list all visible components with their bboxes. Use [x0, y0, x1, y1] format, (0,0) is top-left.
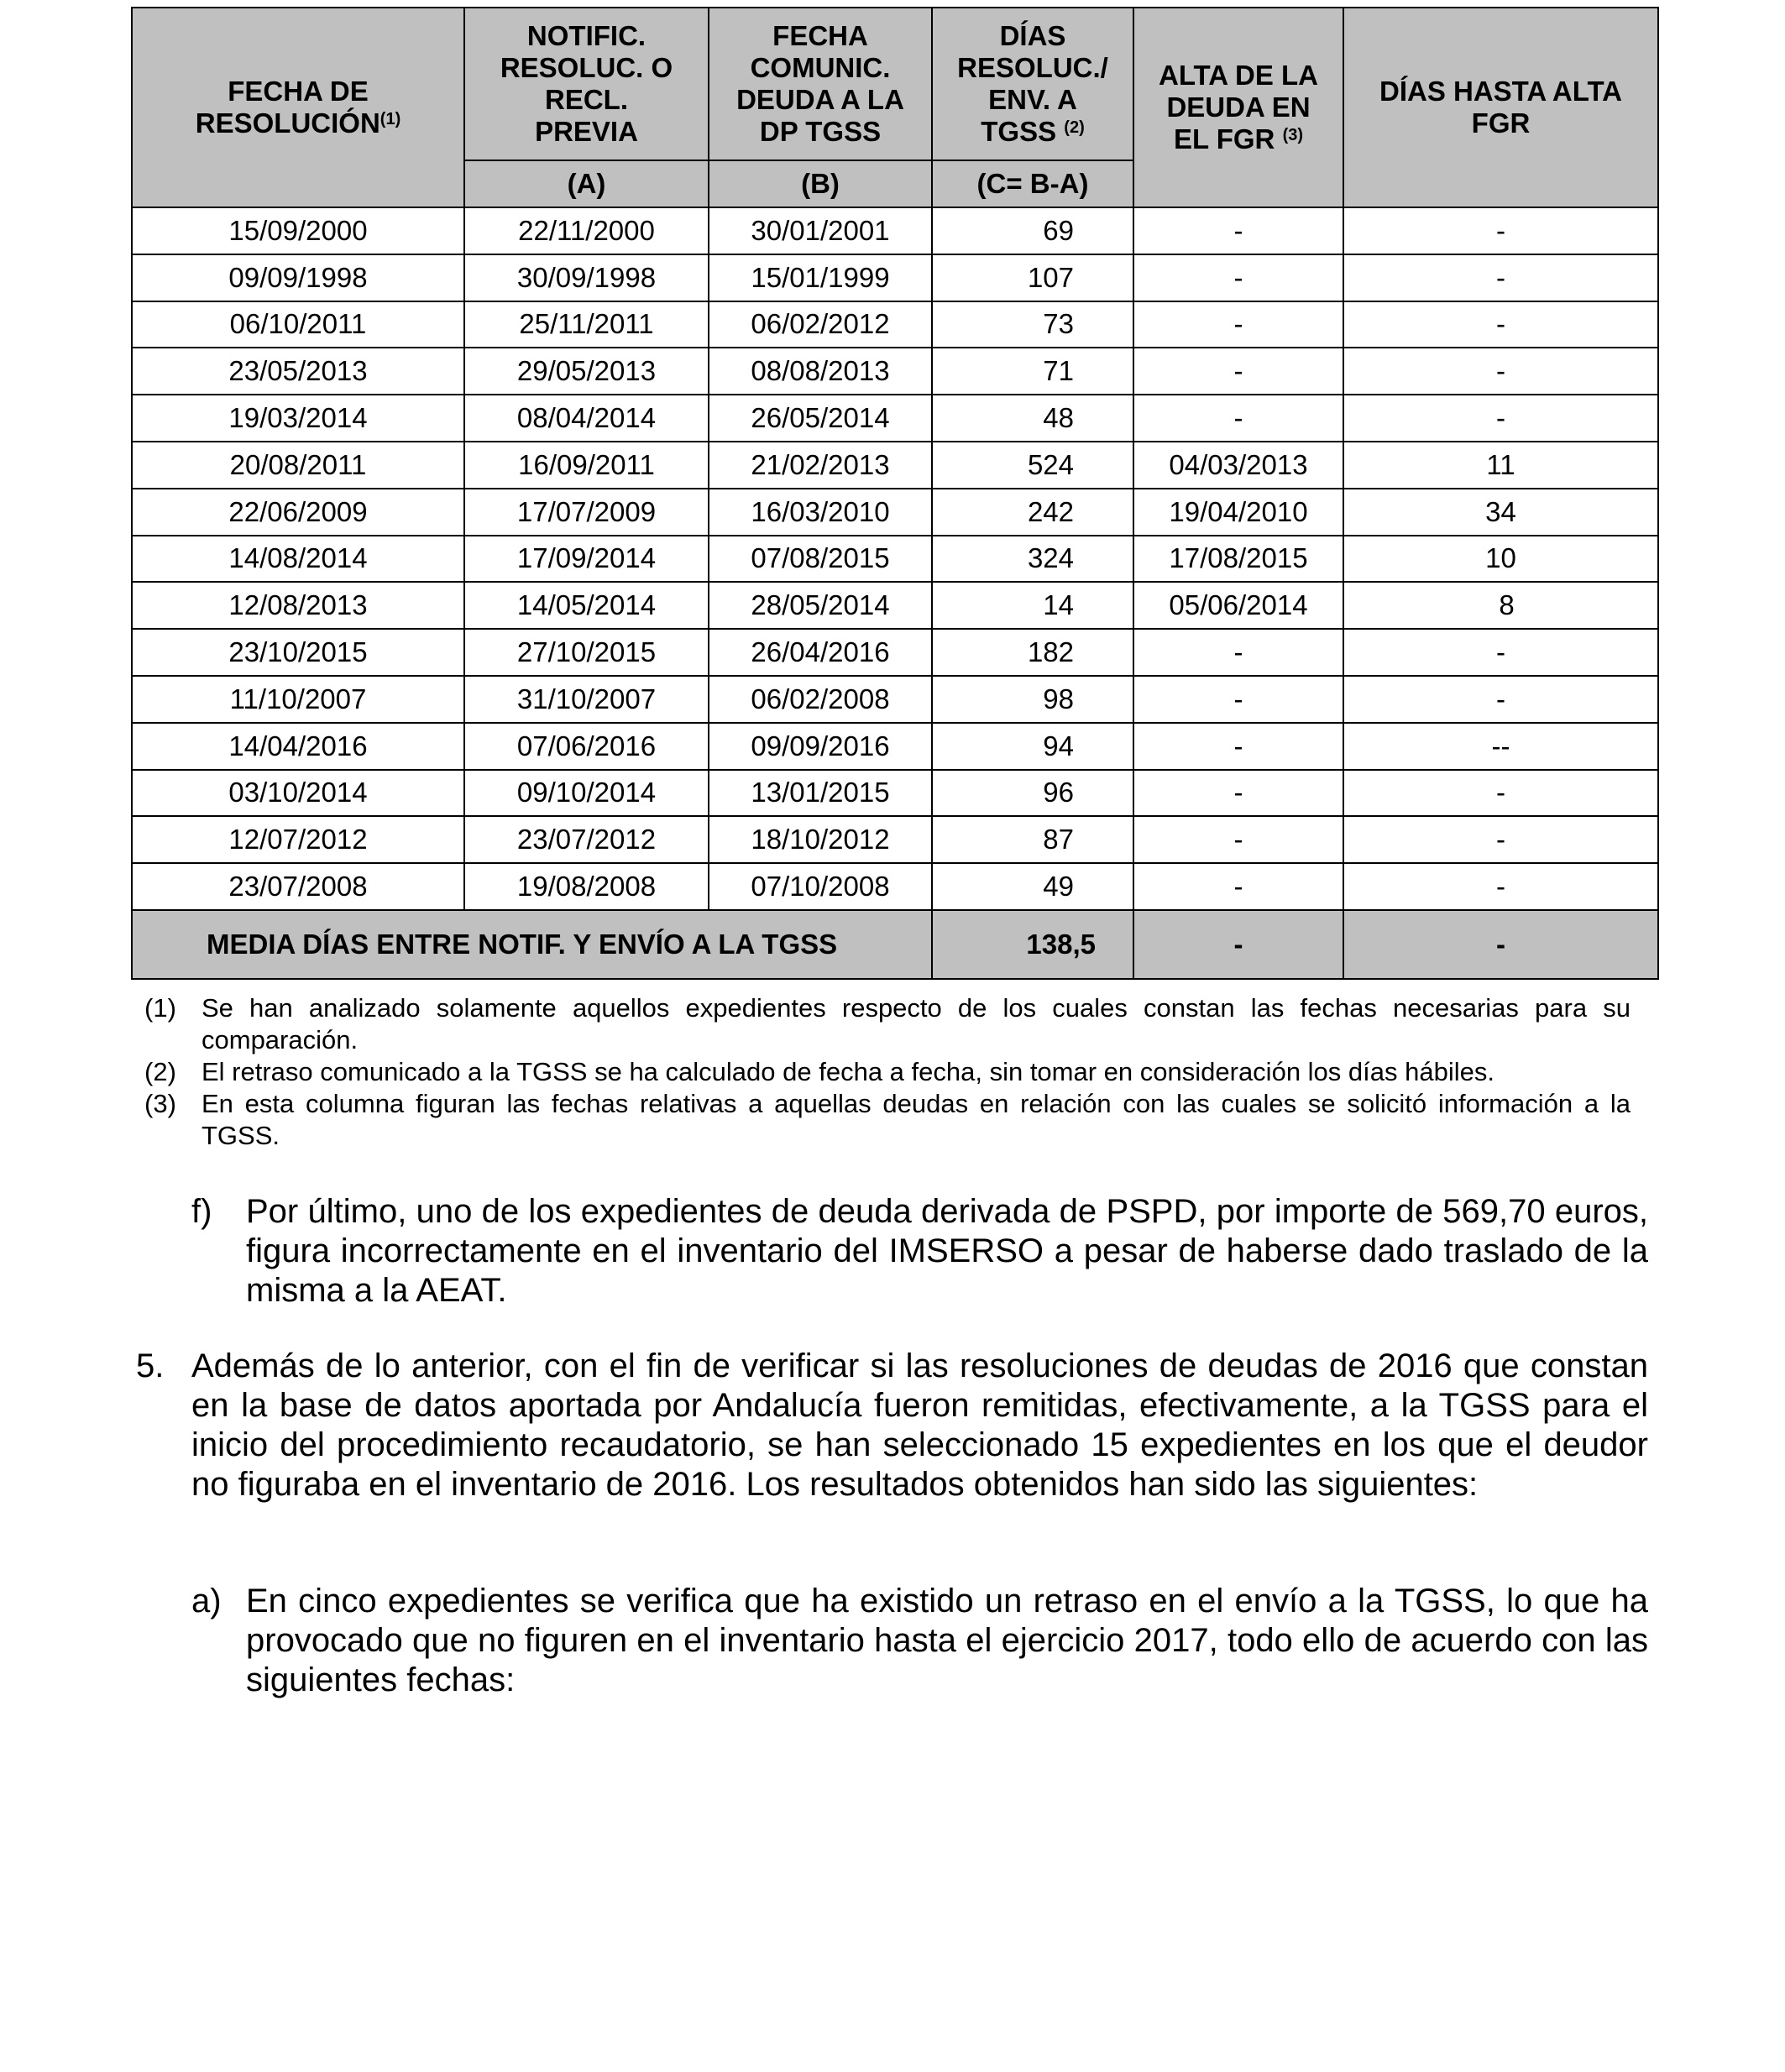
table-cell: - — [1343, 629, 1658, 676]
table-cell: 06/02/2012 — [709, 301, 932, 348]
table-cell: - — [1343, 207, 1658, 254]
table-cell: 23/07/2012 — [464, 816, 709, 863]
header-notificacion-label: NOTIFIC. RESOLUC. O RECL. PREVIA — [500, 20, 673, 147]
table-cell: 28/05/2014 — [709, 582, 932, 629]
table-cell: - — [1133, 254, 1343, 301]
paragraph-a — [191, 1582, 1648, 1700]
table-row — [132, 395, 1658, 442]
paragraph-f — [191, 1192, 1648, 1311]
table-row — [132, 301, 1658, 348]
header-notificacion — [464, 8, 709, 160]
table-cell: - — [1343, 863, 1658, 910]
table-cell: - — [1343, 395, 1658, 442]
table-cell: 71 — [932, 348, 1133, 395]
table-cell: 19/04/2010 — [1133, 489, 1343, 536]
table-cell: 14 — [932, 582, 1133, 629]
table-row — [132, 629, 1658, 676]
table-cell: - — [1133, 348, 1343, 395]
table-row — [132, 863, 1658, 910]
header-fecha-resolucion-label: FECHA DE RESOLUCIÓN — [195, 76, 380, 139]
table-cell: 107 — [932, 254, 1133, 301]
table-cell: 73 — [932, 301, 1133, 348]
footnote-2 — [144, 1056, 1631, 1088]
footnote-2-number: (2) — [144, 1057, 176, 1086]
table-cell: 04/03/2013 — [1133, 442, 1343, 489]
table-row — [132, 723, 1658, 770]
footnote-ref-3: (3) — [1282, 126, 1304, 144]
table-cell: 07/10/2008 — [709, 863, 932, 910]
table-cell: 13/01/2015 — [709, 770, 932, 817]
table-cell: 182 — [932, 629, 1133, 676]
paragraph-f-marker: f) — [191, 1193, 212, 1230]
table-row — [132, 582, 1658, 629]
table-cell: 07/06/2016 — [464, 723, 709, 770]
table-cell: 12/07/2012 — [132, 816, 464, 863]
table-cell: - — [1133, 676, 1343, 723]
table-cell: 17/07/2009 — [464, 489, 709, 536]
table-cell: 20/08/2011 — [132, 442, 464, 489]
table-cell: 15/01/1999 — [709, 254, 932, 301]
header-fecha-comunic-label: FECHA COMUNIC. DEUDA A LA DP TGSS — [736, 20, 904, 147]
table-cell: - — [1343, 676, 1658, 723]
header-dias-alta-fgr — [1343, 8, 1658, 207]
table-cell: 30/09/1998 — [464, 254, 709, 301]
table-cell: 15/09/2000 — [132, 207, 464, 254]
table-cell: 30/01/2001 — [709, 207, 932, 254]
footnote-3 — [144, 1088, 1631, 1152]
table-cell: - — [1133, 816, 1343, 863]
table-cell: - — [1133, 723, 1343, 770]
table-row — [132, 348, 1658, 395]
paragraph-a-text: En cinco expedientes se verifica que ha existido un retraso en el envío a la TGSS, lo que ha provocado que no figuren en el inventario hasta el ejercicio 2017, todo ello de acuerdo con las siguientes fechas: — [246, 1583, 1648, 1698]
table-row — [132, 207, 1658, 254]
table-cell: - — [1133, 629, 1343, 676]
table-cell: 27/10/2015 — [464, 629, 709, 676]
table-cell: 17/09/2014 — [464, 536, 709, 583]
footnote-1 — [144, 992, 1631, 1056]
table-cell: 19/08/2008 — [464, 863, 709, 910]
table-cell: 21/02/2013 — [709, 442, 932, 489]
table-cell: 06/10/2011 — [132, 301, 464, 348]
table-cell: - — [1133, 395, 1343, 442]
paragraph-a-marker: a) — [191, 1583, 222, 1619]
table-cell: 16/03/2010 — [709, 489, 932, 536]
table-cell: - — [1343, 770, 1658, 817]
table-cell: -- — [1343, 723, 1658, 770]
table-cell: 22/11/2000 — [464, 207, 709, 254]
resolutions-table — [131, 7, 1659, 980]
table-row — [132, 536, 1658, 583]
table-cell: 242 — [932, 489, 1133, 536]
table-cell: 23/10/2015 — [132, 629, 464, 676]
table-cell: 22/06/2009 — [132, 489, 464, 536]
table-cell: 03/10/2014 — [132, 770, 464, 817]
table-cell: 12/08/2013 — [132, 582, 464, 629]
table-cell: 14/04/2016 — [132, 723, 464, 770]
footnote-3-text: En esta columna figuran las fechas relativas a aquellas deudas en relación con las cuales se solicitó información a la TGSS. — [202, 1089, 1631, 1150]
footnote-1-text: Se han analizado solamente aquellos expedientes respecto de los cuales constan las fechas necesarias para su comparación. — [202, 993, 1631, 1054]
table-row — [132, 676, 1658, 723]
media-col5: - — [1133, 910, 1343, 979]
table-cell: 69 — [932, 207, 1133, 254]
table-cell: 06/02/2008 — [709, 676, 932, 723]
table-row — [132, 254, 1658, 301]
paragraph-5-text: Además de lo anterior, con el fin de verificar si las resoluciones de deudas de 2016 que constan en la base de datos aportada por Andalucía fueron remitidas, efectivamente, a la TGSS para el inicio del procedimiento recaudatorio, se han seleccionado 15 expedientes en los que el deudor no figuraba en el inventario de 2016. Los resultados obtenidos han sido las siguientes: — [191, 1347, 1648, 1503]
table-cell: 09/09/1998 — [132, 254, 464, 301]
table-cell: 08/08/2013 — [709, 348, 932, 395]
header-dias-resoluc — [932, 8, 1133, 160]
header-alta-deuda-label: ALTA DE LA DEUDA EN EL FGR — [1158, 60, 1319, 154]
table-cell: - — [1133, 770, 1343, 817]
table-cell: 48 — [932, 395, 1133, 442]
header-alta-deuda — [1133, 8, 1343, 207]
table-cell: 10 — [1343, 536, 1658, 583]
table-cell: - — [1133, 301, 1343, 348]
media-col6: - — [1343, 910, 1658, 979]
table-cell: - — [1343, 816, 1658, 863]
paragraph-5-marker: 5. — [136, 1347, 165, 1384]
table-cell: - — [1133, 207, 1343, 254]
table-row — [132, 770, 1658, 817]
table-cell: 17/08/2015 — [1133, 536, 1343, 583]
header-fecha-resolucion — [132, 8, 464, 207]
footnote-ref-1: (1) — [380, 110, 401, 128]
table-cell: 34 — [1343, 489, 1658, 536]
paragraph-5 — [136, 1347, 1648, 1504]
table-cell: 14/08/2014 — [132, 536, 464, 583]
media-value: 138,5 — [932, 910, 1133, 979]
table-cell: 09/09/2016 — [709, 723, 932, 770]
table-cell: 18/10/2012 — [709, 816, 932, 863]
table-cell: - — [1343, 348, 1658, 395]
media-label: MEDIA DÍAS ENTRE NOTIF. Y ENVÍO A LA TGSS — [132, 910, 932, 979]
table-cell: 16/09/2011 — [464, 442, 709, 489]
table-cell: 29/05/2013 — [464, 348, 709, 395]
paragraph-f-text: Por último, uno de los expedientes de deuda derivada de PSPD, por importe de 569,70 euros, figura incorrectamente en el inventario del IMSERSO a pesar de haberse dado traslado de la misma a la AEAT. — [246, 1193, 1648, 1309]
table-cell: 05/06/2014 — [1133, 582, 1343, 629]
table-cell: 11 — [1343, 442, 1658, 489]
table-cell: 98 — [932, 676, 1133, 723]
table-row — [132, 816, 1658, 863]
table-cell: 25/11/2011 — [464, 301, 709, 348]
table-cell: 26/05/2014 — [709, 395, 932, 442]
table-row — [132, 442, 1658, 489]
table-cell: 11/10/2007 — [132, 676, 464, 723]
footnote-1-number: (1) — [144, 993, 176, 1023]
table-cell: 26/04/2016 — [709, 629, 932, 676]
table-cell: - — [1343, 254, 1658, 301]
table-cell: 23/07/2008 — [132, 863, 464, 910]
table-cell: 31/10/2007 — [464, 676, 709, 723]
table-cell: 23/05/2013 — [132, 348, 464, 395]
table-cell: 19/03/2014 — [132, 395, 464, 442]
table-cell: - — [1133, 863, 1343, 910]
table-cell: 324 — [932, 536, 1133, 583]
table-cell: 14/05/2014 — [464, 582, 709, 629]
table-cell: 49 — [932, 863, 1133, 910]
header-fecha-comunic — [709, 8, 932, 160]
table-cell: 96 — [932, 770, 1133, 817]
header-dias-resoluc-label: DÍAS RESOLUC./ ENV. A TGSS — [957, 20, 1108, 147]
table-cell: 09/10/2014 — [464, 770, 709, 817]
table-cell: 94 — [932, 723, 1133, 770]
footnote-2-text: El retraso comunicado a la TGSS se ha calculado de fecha a fecha, sin tomar en consideración los días hábiles. — [202, 1057, 1494, 1086]
footnote-3-number: (3) — [144, 1089, 176, 1118]
header-dias-alta-fgr-label: DÍAS HASTA ALTA FGR — [1379, 76, 1623, 139]
table-cell: 08/04/2014 — [464, 395, 709, 442]
table-cell: - — [1343, 301, 1658, 348]
table-cell: 07/08/2015 — [709, 536, 932, 583]
table-cell: 87 — [932, 816, 1133, 863]
table-cell: 8 — [1343, 582, 1658, 629]
footnotes — [144, 992, 1631, 1152]
table-row — [132, 489, 1658, 536]
subheader-b: (B) — [709, 160, 932, 207]
subheader-c: (C= B-A) — [932, 160, 1133, 207]
subheader-a: (A) — [464, 160, 709, 207]
table-cell: 524 — [932, 442, 1133, 489]
footnote-ref-2: (2) — [1064, 118, 1085, 137]
